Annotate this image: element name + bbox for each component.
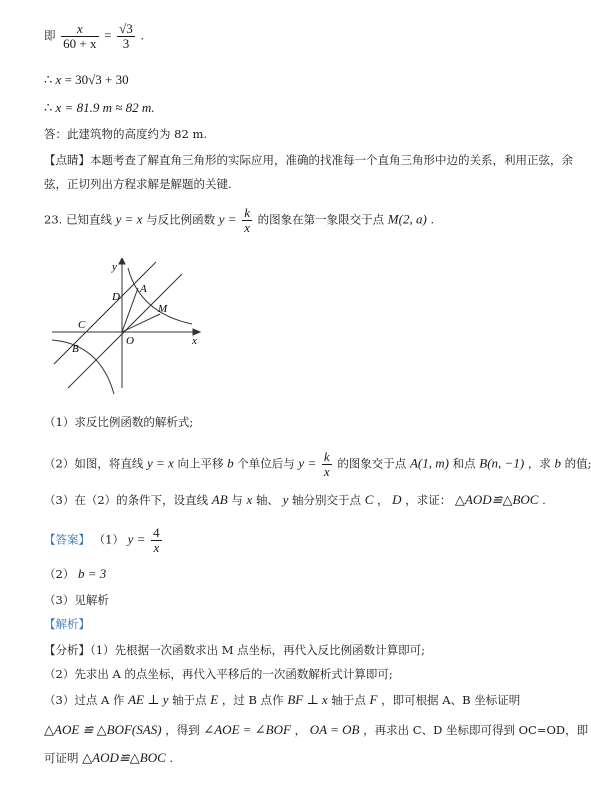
therefore-symbol: ∴	[44, 100, 53, 115]
angle-equality: ∠AOE = ∠BOF	[203, 722, 291, 737]
denominator: 60 + x	[63, 36, 97, 51]
analysis-4	[44, 722, 588, 738]
fraction-right	[117, 22, 135, 51]
analysis-3	[44, 692, 520, 708]
label-x: x	[192, 335, 197, 347]
point-C: C	[364, 492, 374, 507]
denominator: x	[153, 540, 160, 555]
text: 与反比例函数	[146, 212, 216, 227]
point-M: M(2, a)	[387, 211, 427, 227]
jiexi-tag: 【解析】	[44, 617, 90, 631]
numerator: k	[244, 205, 250, 220]
analysis-5	[44, 750, 173, 766]
var-x: x	[246, 492, 253, 507]
text: ，求	[527, 456, 551, 471]
y-eq: y =	[127, 531, 146, 547]
period: .	[169, 751, 174, 765]
dianjing-line-2: 弦，正切列出方程求解是解题的关键.	[44, 177, 232, 191]
period: .	[140, 28, 145, 43]
sub-question-1: （1）求反比例函数的解析式;	[44, 415, 194, 429]
equals: =	[64, 72, 72, 87]
equation-x-exact	[44, 72, 129, 88]
answer-tag: 【答案】	[44, 532, 90, 547]
question-23	[44, 206, 434, 235]
equals: =	[104, 27, 112, 43]
text: 的图象在第一象限交于点	[257, 212, 385, 227]
coordinate-figure	[48, 258, 208, 396]
text: 的图象交于点	[337, 456, 407, 471]
fraction	[61, 22, 98, 51]
var-b: b	[227, 455, 234, 471]
text: 即	[44, 28, 56, 43]
y-eq: y =	[218, 211, 237, 227]
equation-x-approx	[44, 100, 155, 116]
lhs: x	[55, 72, 62, 87]
point-B: B(n, −1)	[479, 455, 525, 471]
text: 与	[231, 493, 243, 507]
line-AB: AB	[211, 492, 228, 507]
text: 的值;	[564, 456, 591, 471]
point-E: E	[210, 692, 219, 707]
point-F: F	[369, 692, 378, 707]
sub-question-3	[44, 492, 546, 508]
denominator: 3	[122, 36, 130, 51]
text: 可证明	[44, 751, 79, 765]
text: 个单位后与	[237, 456, 295, 471]
numerator: √3	[119, 21, 133, 36]
text: （2）	[44, 567, 75, 581]
fraction-k	[322, 450, 332, 479]
text: ，得到	[165, 723, 200, 737]
text: ，再求出 C、D 坐标即可得到 OC=OD，即	[363, 723, 589, 737]
text: ，	[377, 493, 389, 507]
denominator: x	[244, 220, 250, 235]
segment-equality: OA = OB	[309, 722, 360, 737]
period: .	[542, 493, 546, 507]
hyperbola-branch-2	[52, 340, 114, 394]
point-A: A(1, m)	[409, 455, 449, 471]
var-y: y	[282, 492, 289, 507]
analysis-1: 【分析】（1）先根据一次函数求出 M 点坐标，再代入反比例函数计算即可;	[44, 643, 426, 657]
numerator: k	[323, 449, 330, 464]
sub-question-2	[44, 450, 591, 479]
label-O: O	[126, 335, 134, 347]
text: 向上平移	[177, 456, 224, 471]
label-C: C	[78, 319, 86, 331]
text: 轴于点	[172, 693, 207, 707]
text: 23. 已知直线	[44, 212, 112, 227]
text: （1）	[93, 532, 124, 547]
text: 轴于点	[331, 693, 366, 707]
analysis-2: （2）先求出 A 的点坐标，再代入平移后的一次函数解析式计算即可;	[44, 667, 393, 681]
label-B: B	[72, 343, 79, 355]
equation-ratio	[44, 22, 144, 51]
value: b = 3	[77, 566, 107, 581]
label-A: A	[140, 283, 147, 295]
line-eq: y = x	[115, 211, 143, 227]
numerator: 4	[153, 525, 160, 540]
point-D: D	[392, 492, 402, 507]
line-AB	[54, 262, 156, 364]
label-y: y	[112, 261, 117, 273]
answer-3: （3）见解析	[44, 593, 109, 607]
y-eq: y =	[298, 455, 317, 471]
text: ，即可根据 A、B 坐标证明	[381, 693, 521, 707]
text: ，求证：	[405, 493, 452, 507]
approx-text: x = 81.9 m ≈ 82 m.	[55, 100, 155, 115]
var-b: b	[554, 455, 561, 471]
fraction-answer	[151, 526, 162, 555]
perp-AE: AE ⊥ y	[128, 692, 169, 707]
fraction-k	[242, 206, 252, 235]
dianjing-line-1: 【点睛】本题考查了解直角三角形的实际应用，准确的找准每一个直角三角形中边的关系，利用正弦，余	[44, 153, 573, 167]
therefore-symbol: ∴	[44, 72, 53, 87]
text: 轴、	[255, 493, 279, 507]
text: 和点	[452, 456, 476, 471]
period: .	[430, 212, 435, 227]
perp-BF: BF ⊥ x	[287, 692, 328, 707]
text: （3）在（2）的条件下，设直线	[44, 493, 209, 507]
text: ，	[294, 723, 307, 737]
answer-1	[44, 526, 164, 555]
text: 轴分别交于点	[292, 493, 362, 507]
congruence: △AOE ≌ △BOF(SAS)	[44, 722, 162, 737]
denominator: x	[323, 464, 330, 479]
line-eq: y = x	[146, 455, 174, 471]
text: （2）如图，将直线	[44, 456, 144, 471]
answer-2	[44, 566, 106, 582]
rhs: 30√3 + 30	[75, 72, 129, 87]
text: ，过 B 点作	[221, 693, 284, 707]
label-D: D	[112, 291, 120, 303]
proof-statement: △AOD≌△BOC	[454, 492, 539, 507]
answer-height: 答：此建筑物的高度约为 82 m.	[44, 127, 208, 141]
proof-statement: △AOD≌△BOC	[82, 750, 166, 765]
y-arrow	[119, 258, 125, 264]
text: （3）过点 A 作	[44, 693, 125, 707]
label-M: M	[158, 303, 168, 315]
numerator: x	[61, 22, 98, 37]
